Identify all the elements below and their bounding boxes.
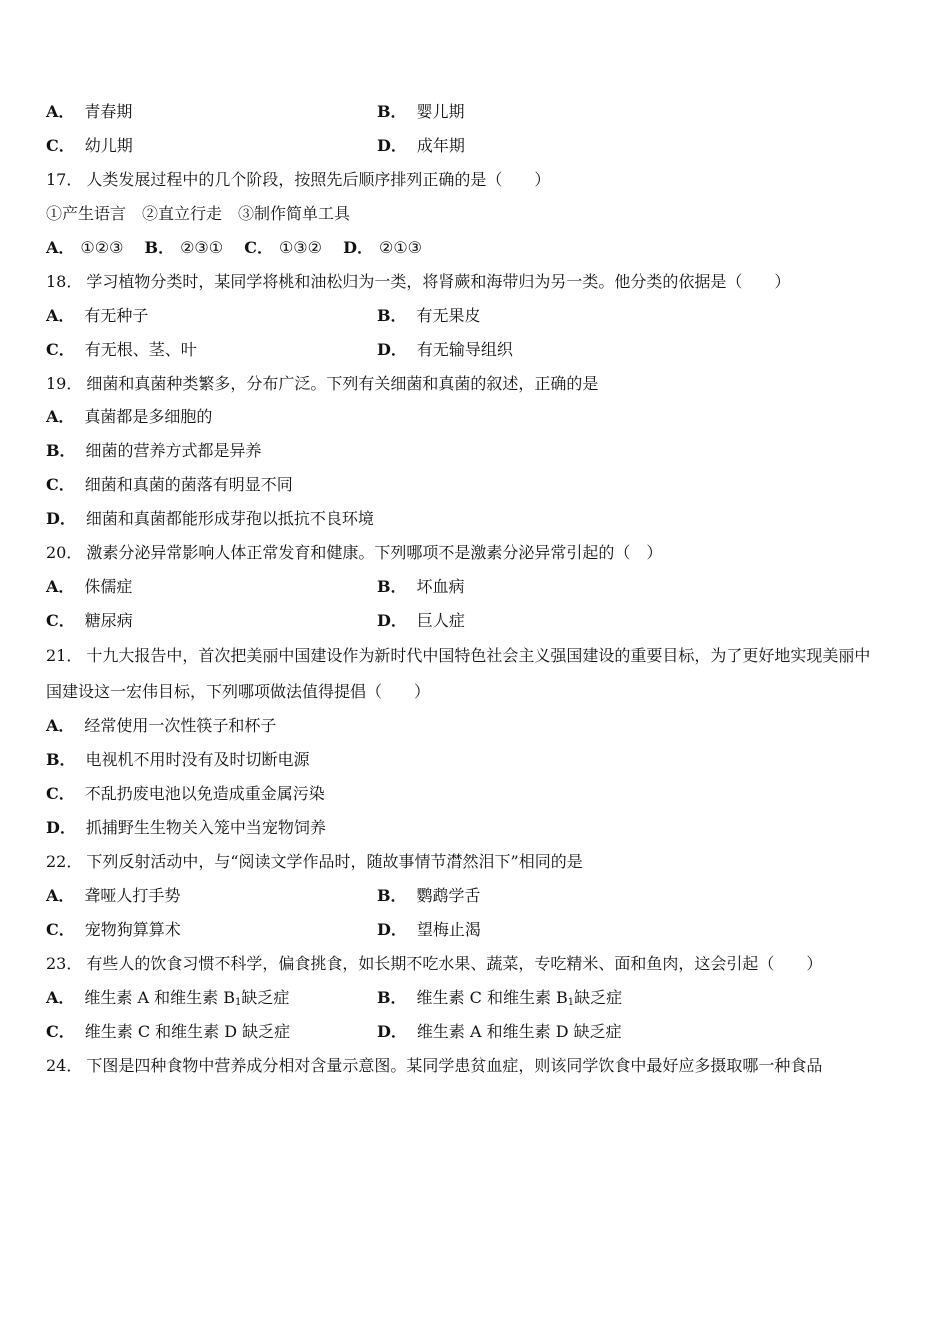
option-16a: A． 青春期 [46,102,133,121]
option-23c: C． 维生素 C 和维生素 D 缺乏症 [46,1022,291,1041]
option-23a: A． 维生素 A 和维生素 $B_1$缺乏症 [46,988,290,1008]
option-21b: B． 电视机不用时没有及时切断电源 [46,750,310,769]
option-22d: D． 望梅止渴 [377,920,481,939]
option-21c: C． 不乱扔废电池以免造成重金属污染 [46,784,325,803]
question-24-stem: 24． 下图是四种食物中营养成分相对含量示意图。某同学患贫血症，则该同学饮食中最好应多摄取哪一种食品 [46,1056,823,1075]
option-22a: A． 聋哑人打手势 [46,886,181,905]
option-20d: D． 巨人症 [377,611,465,630]
option-23b: B． 维生素 C 和维生素 $B_1$缺乏症 [377,988,623,1008]
option-20a: A． 侏儒症 [46,577,133,596]
option-22b: B． 鹦鹉学舌 [377,886,481,905]
option-23d: D． 维生素 A 和维生素 D 缺乏症 [377,1022,622,1041]
option-16d: D． 成年期 [377,136,465,155]
question-20-stem: 20． 激素分泌异常影响人体正常发育和健康。下列哪项不是激素分泌异常引起的（ ） [46,543,663,562]
option-18d: D． 有无输导组织 [377,340,513,359]
option-20b: B． 坏血病 [377,577,465,596]
question-18-stem: 18． 学习植物分类时，某同学将桃和油松归为一类，将肾蕨和海带归为另一类。他分类的依据是（ ） [46,272,791,291]
option-19b: B． 细菌的营养方式都是异养 [46,441,262,460]
option-19a: A． 真菌都是多细胞的 [46,407,213,426]
question-17-stem: 17． 人类发展过程中的几个阶段，按照先后顺序排列正确的是（ ） [46,170,551,189]
option-21a: A． 经常使用一次性筷子和杯子 [46,716,277,735]
option-19c: C． 细菌和真菌的菌落有明显不同 [46,475,293,494]
option-20c: C． 糖尿病 [46,611,133,630]
option-21d: D． 抓捕野生生物关入笼中当宠物饲养 [46,818,326,837]
question-21-stem-line1: 21． 十九大报告中，首次把美丽中国建设作为新时代中国特色社会主义强国建设的重要目标，为了更好地实现美丽中 [46,646,871,665]
question-21-stem-line2: 国建设这一宏伟目标，下列哪项做法值得提倡（ ） [46,682,431,701]
option-18b: B． 有无果皮 [377,306,481,325]
option-22c: C． 宠物狗算算术 [46,920,181,939]
question-17-options: A． ①②③ B． ②③① C． ①③② D． ②①③ [46,238,422,257]
option-19d: D． 细菌和真菌都能形成芽孢以抵抗不良环境 [46,509,374,528]
question-17-items: ①产生语言 ②直立行走 ③制作简单工具 [46,204,351,223]
option-16c: C． 幼儿期 [46,136,133,155]
question-23-stem: 23． 有些人的饮食习惯不科学，偏食挑食，如长期不吃水果、蔬菜，专吃精米、面和鱼肉，这会引起（ ） [46,954,823,973]
option-18a: A． 有无种子 [46,306,149,325]
option-16b: B． 婴儿期 [377,102,465,121]
question-22-stem: 22． 下列反射活动中，与“阅读文学作品时，随故事情节潸然泪下”相同的是 [46,852,583,871]
option-18c: C． 有无根、茎、叶 [46,340,197,359]
question-19-stem: 19． 细菌和真菌种类繁多，分布广泛。下列有关细菌和真菌的叙述，正确的是 [46,374,599,393]
